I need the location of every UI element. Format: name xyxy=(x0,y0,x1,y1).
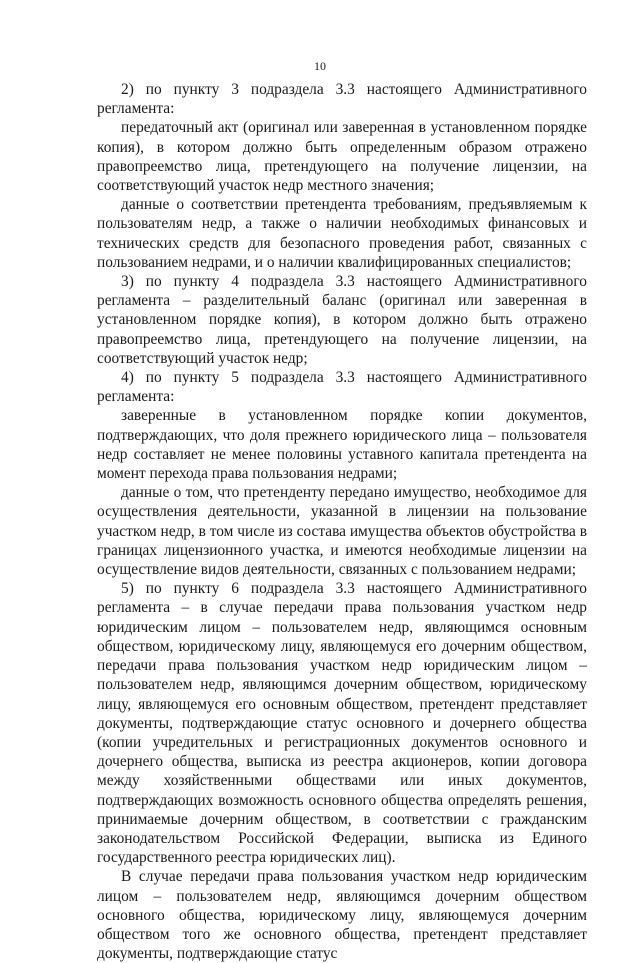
paragraph-compliance-data: данные о соответствии претендента требованиям, предъявляемым к пользователям недр, а также о наличии необходимых финансовых и технических средств для безопасного проведения работ, связанных с пользованием недрами, и о наличии квалифицированных специалистов; xyxy=(97,196,587,271)
paragraph-subsidiary-case: В случае передачи права пользования участком недр юридическим лицом – пользователем недр, являющимся дочерним обществом основного общества, юридическому лицу, являющемуся дочерним обществом того же основного общества, претендент представляет документы, подтверждающие статус xyxy=(97,868,587,963)
paragraph-transfer-act: передаточный акт (оригинал или заверенная в установленном порядке копия), в котором должно быть определенным образом отражено правопреемство лица, претендующего на получение лицензии, на соответствующий участок недр местного значения; xyxy=(97,119,587,195)
document-body xyxy=(97,80,587,963)
paragraph-item-2: 2) по пункту 3 подраздела 3.3 настоящего Административного регламента: xyxy=(97,81,587,118)
paragraph-certified-copies: заверенные в установленном порядке копии документов, подтверждающих, что доля прежнего юридического лица – пользователя недр составляет не менее половины уставного капитала претендента на момент перехода права пользования недрами; xyxy=(97,407,587,483)
paragraph-property-transfer: данные о том, что претенденту передано имущество, необходимое для осуществления деятельности, указанной в лицензии на пользование участком недр, в том числе из состава имущества объектов обустройства в границах лицензионного участка, и имеются необходимые лицензии на осуществление видов деятельности, связанных с пользованием недрами; xyxy=(97,484,587,579)
paragraph-item-5: 5) по пункту 6 подраздела 3.3 настоящего Административного регламента – в случае передачи права пользования участком недр юридическим лицом – пользователем недр, являющимся основным обществом, юридическому лицу, являющемуся его дочерним обществом, передачи права пользования участком недр юридическим лицом – пользователем недр, являющимся дочерним обществом, юридическому лицу, являющемуся его основным обществом, претендент представляет документы, подтверждающие статус основного и дочернего общества (копии учредительных и регистрационных документов основного и дочернего общества, выписка из реестра акционеров, копии договора между хозяйственными обществами или иных документов, подтверждающих возможность основного общества определять решения, принимаемые дочерним обществом, в соответствии с гражданским законодательством Российской Федерации, выписка из Единого государственного реестра юридических лиц). xyxy=(97,580,587,867)
paragraph-item-3: 3) по пункту 4 подраздела 3.3 настоящего Административного регламента – разделительный баланс (оригинал или заверенная в установленном порядке копия), в котором должно быть отражено правопреемство лица, претендующего на получение лицензии, на соответствующий участок недр; xyxy=(97,273,587,367)
page-number: 10 xyxy=(314,59,326,73)
paragraph-item-4: 4) по пункту 5 подраздела 3.3 настоящего Административного регламента: xyxy=(97,369,587,406)
